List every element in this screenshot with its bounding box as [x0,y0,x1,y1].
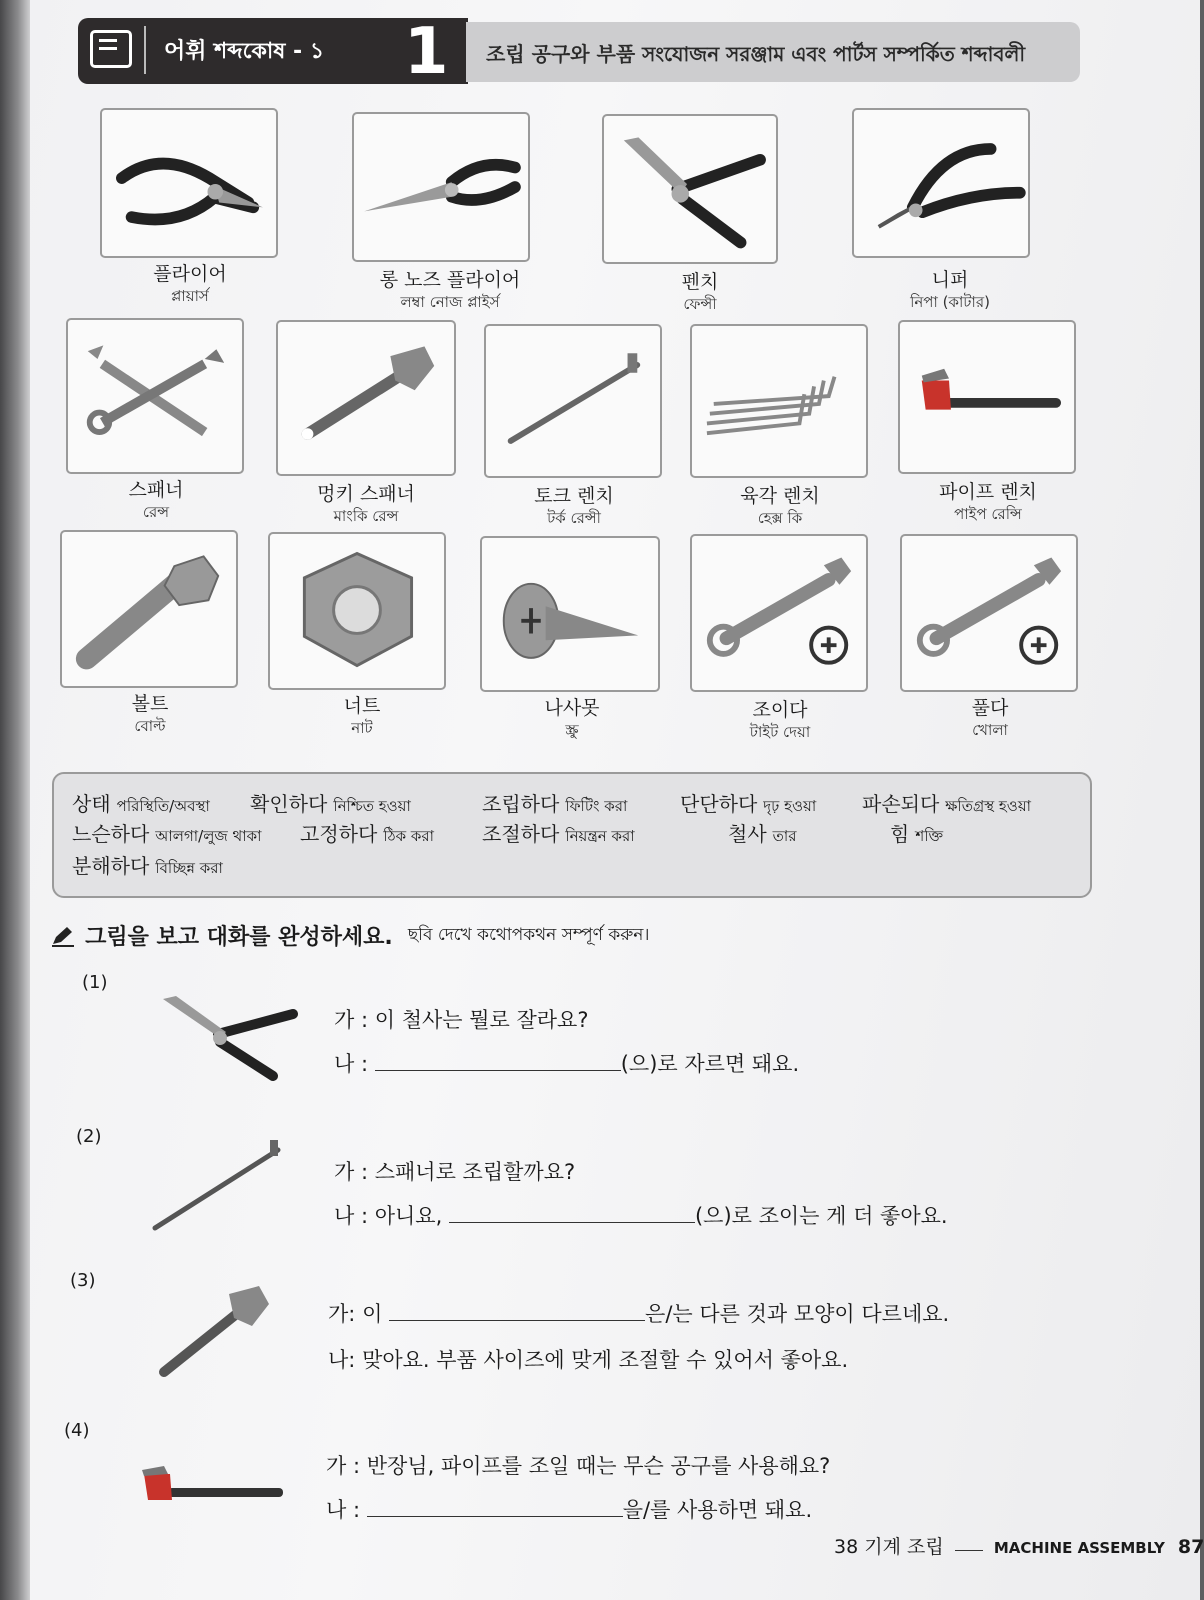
tool-caption-tighten [700,698,860,742]
instruction-bn: ছবি দেখে কথোপকথন সম্পূর্ণ করুন। [407,924,650,945]
tool-caption-screw [492,696,652,740]
tool-name-bn: হেক্স কি [757,509,803,527]
vocab-item [72,850,223,882]
torque-wrench-icon [484,324,662,478]
nut-icon [268,532,446,690]
vocab-item [72,788,210,820]
speaker-a: 가: [328,1302,356,1326]
pencil-icon [50,925,76,947]
tool-caption-loosen [910,696,1070,740]
tool-name-bn: বোল্ট [134,717,166,735]
tool-name-ko: 조이다 [752,699,808,721]
vocab-ko: 확인하다 [250,792,328,816]
question-1-suffix: (으)로 자르면 돼요. [620,1052,800,1076]
pliers-icon [100,108,278,258]
tool-name-ko: 나사못 [544,697,600,719]
footer [834,1532,1204,1559]
answer-blank-3[interactable] [389,1299,645,1321]
vocab-ko: 철사 [728,822,767,846]
tool-caption-bolt [70,692,230,736]
tool-name-ko: 풀다 [971,697,1009,719]
speaker-a: 가 : [334,1008,369,1032]
tool-name-ko: 스패너 [128,479,184,501]
header-divider [144,26,146,74]
tool-name-bn: খোলা [972,721,1008,739]
question-1-line-b [334,1048,799,1078]
tool-name-bn: টাইট দেয়া [749,723,811,741]
vocab-bn: ঠিক করা [383,827,434,845]
speaker-b: 나 : [326,1498,361,1522]
tool-name-ko: 롱 노즈 플라이어 [379,269,521,291]
vocab-bn: বিচ্ছিন্ন করা [155,859,223,877]
instruction-ko: 그림을 보고 대화를 완성하세요. [85,925,393,950]
speaker-b: 나: [328,1348,356,1372]
vocab-bn: শক্তি [915,827,944,845]
vocab-ko: 분해하다 [72,854,150,878]
linesman-pliers-icon [158,994,298,1084]
tool-caption-nipper [860,268,1040,312]
tool-name-ko: 니퍼 [931,269,969,291]
vocab-bn: নিয়ন্ত্রন করা [565,827,635,845]
tool-name-ko: 펜치 [681,271,719,293]
question-2-prompt: 스패너로 조립할까요? [374,1160,576,1184]
tool-caption-monkey-wrench [286,482,446,526]
question-3-line-b [328,1344,848,1374]
vocab-item [728,818,797,850]
vocab-bn: ফিটিং করা [565,797,628,815]
tool-name-bn: পাইপ রেন্সি [954,505,1022,523]
tool-name-bn: লম্বা নোজ প্লাইর্স [400,293,500,311]
vocab-bn: তার [772,827,797,845]
answer-blank-1[interactable] [375,1049,621,1071]
tool-name-bn: রেন্স [142,503,170,521]
vocab-ko: 상태 [72,792,111,816]
vocab-ko: 느슨하다 [72,822,150,846]
vocab-bn: আলগা/লুজ থাকা [155,827,262,845]
tool-name-ko: 너트 [343,695,381,717]
vocab-bn: দৃঢ় হওয়া [763,797,817,815]
pipe-wrench-icon [898,320,1076,474]
vocab-ko: 파손되다 [862,792,940,816]
page-number: 87 [1177,1536,1204,1558]
tool-name-ko: 토크 렌치 [534,485,614,507]
question-number: (1) [82,972,108,993]
footer-lesson: 38 기계 조립 [834,1536,944,1558]
tool-name-ko: 멍키 스패너 [317,483,415,505]
question-3-reply: 맞아요. 부품 사이즈에 맞게 조절할 수 있어서 좋아요. [362,1348,849,1372]
tool-caption-pliers [110,262,270,306]
question-number: (2) [76,1126,102,1147]
tool-caption-long-nose-pliers [350,268,550,312]
vocab-bn: নিশ্চিত হওয়া [333,797,411,815]
vocab-item [482,818,635,850]
question-2-line-b [334,1200,948,1230]
answer-blank-4[interactable] [367,1495,623,1517]
speaker-a: 가 : [326,1454,361,1478]
nipper-icon [852,108,1030,258]
vocab-bn: পরিস্থিতি/অবস্থা [116,797,210,815]
torque-wrench-icon [150,1136,290,1236]
screw-icon [480,536,660,692]
vocab-ko: 조절하다 [482,822,560,846]
question-2-line-a [334,1156,575,1186]
tool-name-ko: 볼트 [131,693,169,715]
question-2-suffix: (으)로 조이는 게 더 좋아요. [694,1204,948,1228]
speaker-a: 가 : [334,1160,369,1184]
long-nose-pliers-icon [352,112,530,262]
unit-number: 1 [404,15,449,89]
monkey-wrench-icon [276,320,456,476]
question-1-prompt: 이 철사는 뭘로 잘라요? [374,1008,589,1032]
hex-key-icon [690,324,868,478]
exercise-instruction [50,920,650,951]
tool-name-ko: 파이프 렌치 [939,481,1037,503]
tool-name-bn: মাংকি রেন্স [333,507,399,525]
vocabulary-icon [90,30,132,68]
footer-subject: MACHINE ASSEMBLY [993,1539,1165,1557]
question-number: (4) [64,1420,90,1441]
tighten-wrench-icon [690,534,868,692]
book-spine [0,0,30,1600]
question-3-suffix: 은/는 다른 것과 모양이 다르네요. [645,1302,950,1326]
speaker-b: 나 : [334,1052,369,1076]
question-number: (3) [70,1270,96,1291]
tool-name-bn: টর্ক রেন্সী [547,509,601,527]
tool-name-bn: স্ক্রু [565,721,579,739]
vocab-ko: 조립하다 [482,792,560,816]
tool-name-bn: নিপা (কাটার) [910,293,990,311]
vocab-item [680,788,816,820]
tool-name-bn: ফেন্সী [683,295,717,313]
bolt-icon [60,530,238,688]
tool-name-ko: 플라이어 [153,263,227,285]
question-4-prompt: 반장님, 파이프를 조일 때는 무슨 공구를 사용해요? [366,1454,831,1478]
vocab-ko: 고정하다 [300,822,378,846]
vocab-item [300,818,434,850]
vocab-ko: 단단하다 [680,792,758,816]
linesman-pliers-icon [602,114,778,264]
question-4-line-b [326,1494,812,1524]
section-subtitle: 조립 공구와 부품 সংযোজন সরঞ্জাম এবং পার্টস সম্পর্কিত শব্দাবলী [486,42,1026,66]
tool-caption-linesman-pliers [620,270,780,314]
vocab-item [890,818,943,850]
tool-caption-pipe-wrench [908,480,1068,524]
tool-caption-spanner [76,478,236,522]
question-1-line-a [334,1004,588,1034]
vocab-item [72,818,261,850]
vocab-item [482,788,627,820]
tool-caption-torque-wrench [494,484,654,528]
tool-caption-nut [282,694,442,738]
footer-divider [955,1550,983,1551]
vocab-item [250,788,411,820]
speaker-b: 나 : [334,1204,369,1228]
question-2-prefix: 아니요, [374,1204,443,1228]
answer-blank-2[interactable] [449,1201,695,1223]
tool-name-bn: প্লায়ার্স [171,287,209,305]
question-3-prefix: 이 [362,1302,383,1326]
tool-name-ko: 육각 렌치 [740,485,820,507]
question-4-line-a [326,1450,830,1480]
tool-caption-hex-key [700,484,860,528]
pipe-wrench-icon [138,1466,288,1516]
vocab-item [862,788,1031,820]
loosen-wrench-icon [900,534,1078,692]
tool-name-bn: নাট [351,719,373,737]
spanner-icon [66,318,244,474]
question-4-suffix: 을/를 사용하면 돼요. [622,1498,813,1522]
monkey-wrench-icon [154,1282,274,1382]
question-3-line-a [328,1298,949,1328]
vocab-ko: 힘 [890,822,910,846]
vocab-bn: ক্ষতিগ্রস্থ হওয়া [945,797,1032,815]
section-title: 어휘 শব্দকোষ - ১ [164,39,325,64]
